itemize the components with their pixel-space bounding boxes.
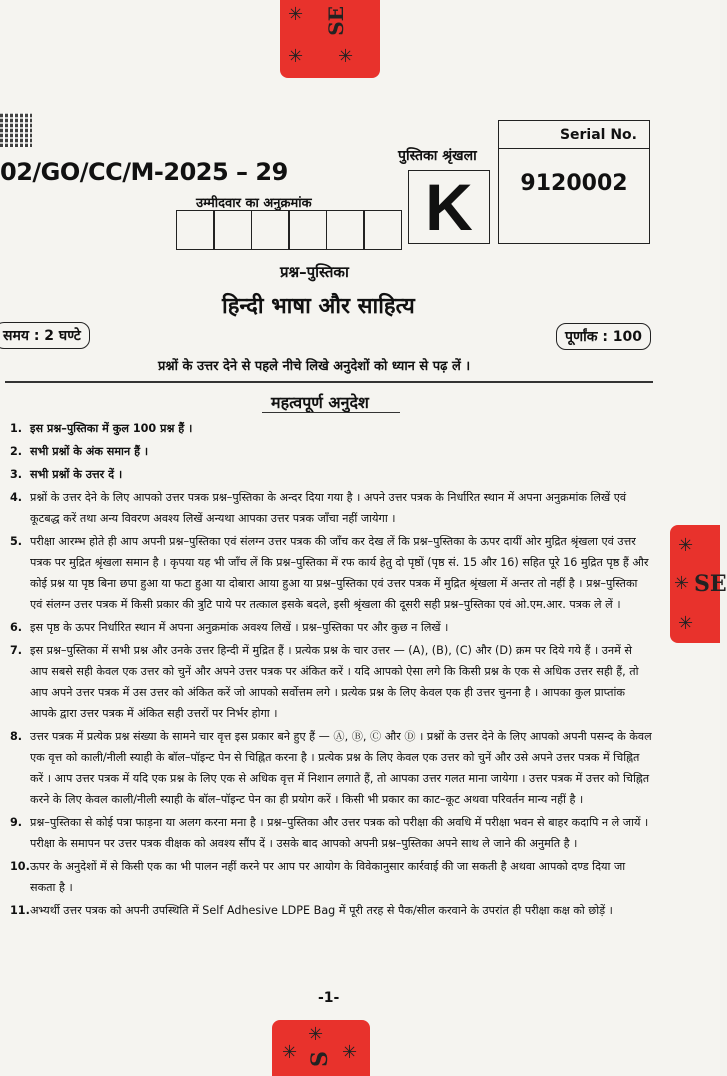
instruction-text: सभी प्रश्नों के अंक समान हैं ।: [30, 445, 149, 458]
instruction-item: [10, 487, 652, 529]
instruction-number: 8.: [10, 730, 23, 743]
instruction-item: [10, 617, 652, 638]
instruction-text: ऊपर के अनुदेशों में से किसी एक का भी पालन नहीं करने पर आप पर आयोग के विवेकानुसार कार्रवाई की जा सकती है अथवा आपको दण्ड दिया जा सकता है ।: [30, 860, 626, 894]
instruction-number: 6.: [10, 621, 23, 634]
instruction-number: 11.: [10, 904, 30, 917]
instruction-item: [10, 856, 652, 898]
read-first-note: प्रश्नों के उत्तर देने से पहले नीचे लिखे अनुदेशों को ध्यान से पढ़ लें ।: [158, 359, 471, 374]
series-label: पुस्तिका श्रृंखला: [398, 148, 477, 164]
instruction-text: इस पृष्ठ के ऊपर निर्धारित स्थान में अपना अनुक्रमांक अवश्य लिखें । प्रश्न–पुस्तिका पर और कुछ न लिखें ।: [30, 621, 449, 634]
instruction-item: [10, 464, 652, 485]
serial-number-box: [498, 120, 650, 244]
roll-digit-box: [288, 210, 327, 250]
divider: [5, 381, 653, 383]
instruction-number: 5.: [10, 535, 23, 548]
instruction-number: 9.: [10, 816, 23, 829]
booklet-title: प्रश्न–पुस्तिका: [280, 263, 349, 281]
instruction-number: 2.: [10, 445, 23, 458]
seal-sticker-top: ✳ ✳ ✳ SE: [280, 0, 380, 78]
roll-digit-box: [326, 210, 365, 250]
roll-number-boxes: [177, 210, 402, 250]
seal-sticker-bottom: ✳ ✳ ✳ S: [272, 1020, 370, 1076]
instruction-text: प्रश्न–पुस्तिका से कोई पत्रा फाड़ना या अलग करना मना है । प्रश्न–पुस्तिका और उत्तर पत्रक को परीक्षा की अवधि में परीक्षा भवन से बाहर कदापि न ले जायें । परीक्षा के समापन पर उत्तर पत्रक वीक्षक को अवश्य सौंप दें । उसके बाद आपको अपनी प्रश्न–पुस्तिका अपने साथ ले जाने की अनुमति है ।: [30, 816, 649, 850]
seal-sticker-right: ✳ ✳ ✳ SE: [670, 525, 720, 643]
instruction-number: 10.: [10, 860, 30, 873]
series-letter: K: [408, 170, 490, 244]
qr-code: [0, 113, 32, 147]
instruction-text: उत्तर पत्रक में प्रत्येक प्रश्न संख्या के सामने चार वृत्त इस प्रकार बने हुए हैं — Ⓐ, Ⓑ, Ⓒ और Ⓓ । प्रश्नों के उत्तर देने के लिए आपको अपनी पसन्द के केवल एक वृत्त को काली/नीली स्याही के बॉल–पॉइन्ट पेन से चिह्नित करना है । प्रत्येक प्रश्न के लिए केवल एक उत्तर को चुनें और उसे अपने उत्तर पत्रक में चिह्नित करें । आप उत्तर पत्रक में यदि एक प्रश्न के लिए एक से अधिक वृत्त में निशान लगाते हैं, तो आपका उत्तर गलत माना जायेगा । उत्तर पत्रक में उत्तर को चिह्नित करने के लिए केवल काली/नीली स्याही के बॉल–पॉइन्ट पेन का ही प्रयोग करें । किसी भी प्रकार का काट–कूट अथवा परिवर्तन मान्य नहीं है ।: [30, 730, 652, 806]
roll-number-label: उम्मीदवार का अनुक्रमांक: [196, 196, 312, 211]
roll-digit-box: [213, 210, 252, 250]
instruction-item: [10, 441, 652, 462]
instruction-text: इस प्रश्न–पुस्तिका में कुल 100 प्रश्न हैं ।: [30, 422, 193, 435]
instruction-text: परीक्षा आरम्भ होते ही आप अपनी प्रश्न–पुस्तिका एवं संलग्न उत्तर पत्रक की जाँच कर देख लें कि प्रश्न–पुस्तिका के ऊपर दायीं ओर मुद्रित श्रृंखला एवं उत्तर पत्रक पर मुद्रित श्रृंखला समान है । कृपया यह भी जाँच लें कि प्रश्न–पुस्तिका में रफ कार्य हेतु दो पृष्ठों (पृष्ठ सं. 15 और 16) सहित पूरे 16 मुद्रित पृष्ठ हैं और कोई प्रश्न या पृष्ठ बिना छपा हुआ या फटा हुआ या दोबारा आया हुआ या प्रश्न–पुस्तिका एवं उत्तर पत्रक में मुद्रित श्रृंखला में अन्तर तो नहीं है । प्रश्न–पुस्तिका एवं संलग्न उत्तर पत्रक में किसी प्रकार की त्रुटि पाये पर तत्काल इसके बदले, इसी श्रृंखला की दूसरी सही प्रश्न–पुस्तिका एवं ओ.एम.आर. पत्रक ले लें ।: [30, 535, 649, 611]
instruction-text: प्रश्नों के उत्तर देने के लिए आपको उत्तर पत्रक प्रश्न–पुस्तिका के अन्दर दिया गया है । अपने उत्तर पत्रक के निर्धारित स्थान में अपना अनुक्रमांक लिखें एवं कूटबद्ध करें तथा अन्य विवरण अवश्य लिखें अन्यथा आपका उत्तर पत्रक जाँचा नहीं जायेगा ।: [30, 491, 627, 525]
instruction-text: इस प्रश्न–पुस्तिका में सभी प्रश्न और उनके उत्तर हिन्दी में मुद्रित हैं । प्रत्येक प्रश्न के चार उत्तर — (A), (B), (C) और (D) क्रम पर दिये गये हैं । उनमें से आप सबसे सही केवल एक उत्तर को चुनें और अपने उत्तर पत्रक पर अंकित करें । यदि आपको ऐसा लगे कि किसी प्रश्न के एक से अधिक उत्तर सही हैं, तो आप अपने उत्तर पत्रक में उस उत्तर को अंकित करें जो आपको सर्वोत्तम लगे । प्रत्येक प्रश्न के लिए केवल एक ही उत्तर चुनना है । आपका कुल प्राप्तांक आपके द्वारा उत्तर पत्रक में अंकित सही उत्तरों पर निर्भर होगा ।: [30, 644, 639, 720]
serial-label: Serial No.: [499, 121, 649, 149]
instruction-item: [10, 640, 652, 724]
roll-digit-box: [363, 210, 402, 250]
instruction-item: [10, 900, 652, 921]
instruction-number: 4.: [10, 491, 23, 504]
instruction-number: 3.: [10, 468, 23, 481]
time-badge: समय : 2 घण्टे: [0, 322, 90, 349]
instruction-item: [10, 531, 652, 615]
subject-title: हिन्दी भाषा और साहित्य: [222, 293, 415, 319]
instruction-number: 1.: [10, 422, 23, 435]
exam-code: 02/GO/CC/M-2025 – 29: [0, 158, 288, 186]
serial-number: 9120002: [520, 171, 628, 196]
instruction-text: सभी प्रश्नों के उत्तर दें ।: [30, 468, 123, 481]
roll-digit-box: [176, 210, 215, 250]
instruction-item: [10, 812, 652, 854]
instruction-item: [10, 726, 652, 810]
instructions-heading: महत्वपूर्ण अनुदेश: [271, 393, 369, 412]
instructions-list: [10, 418, 652, 923]
instruction-text: अभ्यर्थी उत्तर पत्रक को अपनी उपस्थिति में Self Adhesive LDPE Bag में पूरी तरह से पैक/सील करवाने के उपरांत ही परीक्षा कक्ष को छोड़ें ।: [30, 904, 613, 917]
page-number: -1-: [318, 990, 340, 1006]
heading-underline: [262, 412, 400, 413]
roll-digit-box: [251, 210, 290, 250]
instruction-item: [10, 418, 652, 439]
instruction-number: 7.: [10, 644, 23, 657]
max-marks-badge: पूर्णांक : 100: [556, 323, 651, 350]
